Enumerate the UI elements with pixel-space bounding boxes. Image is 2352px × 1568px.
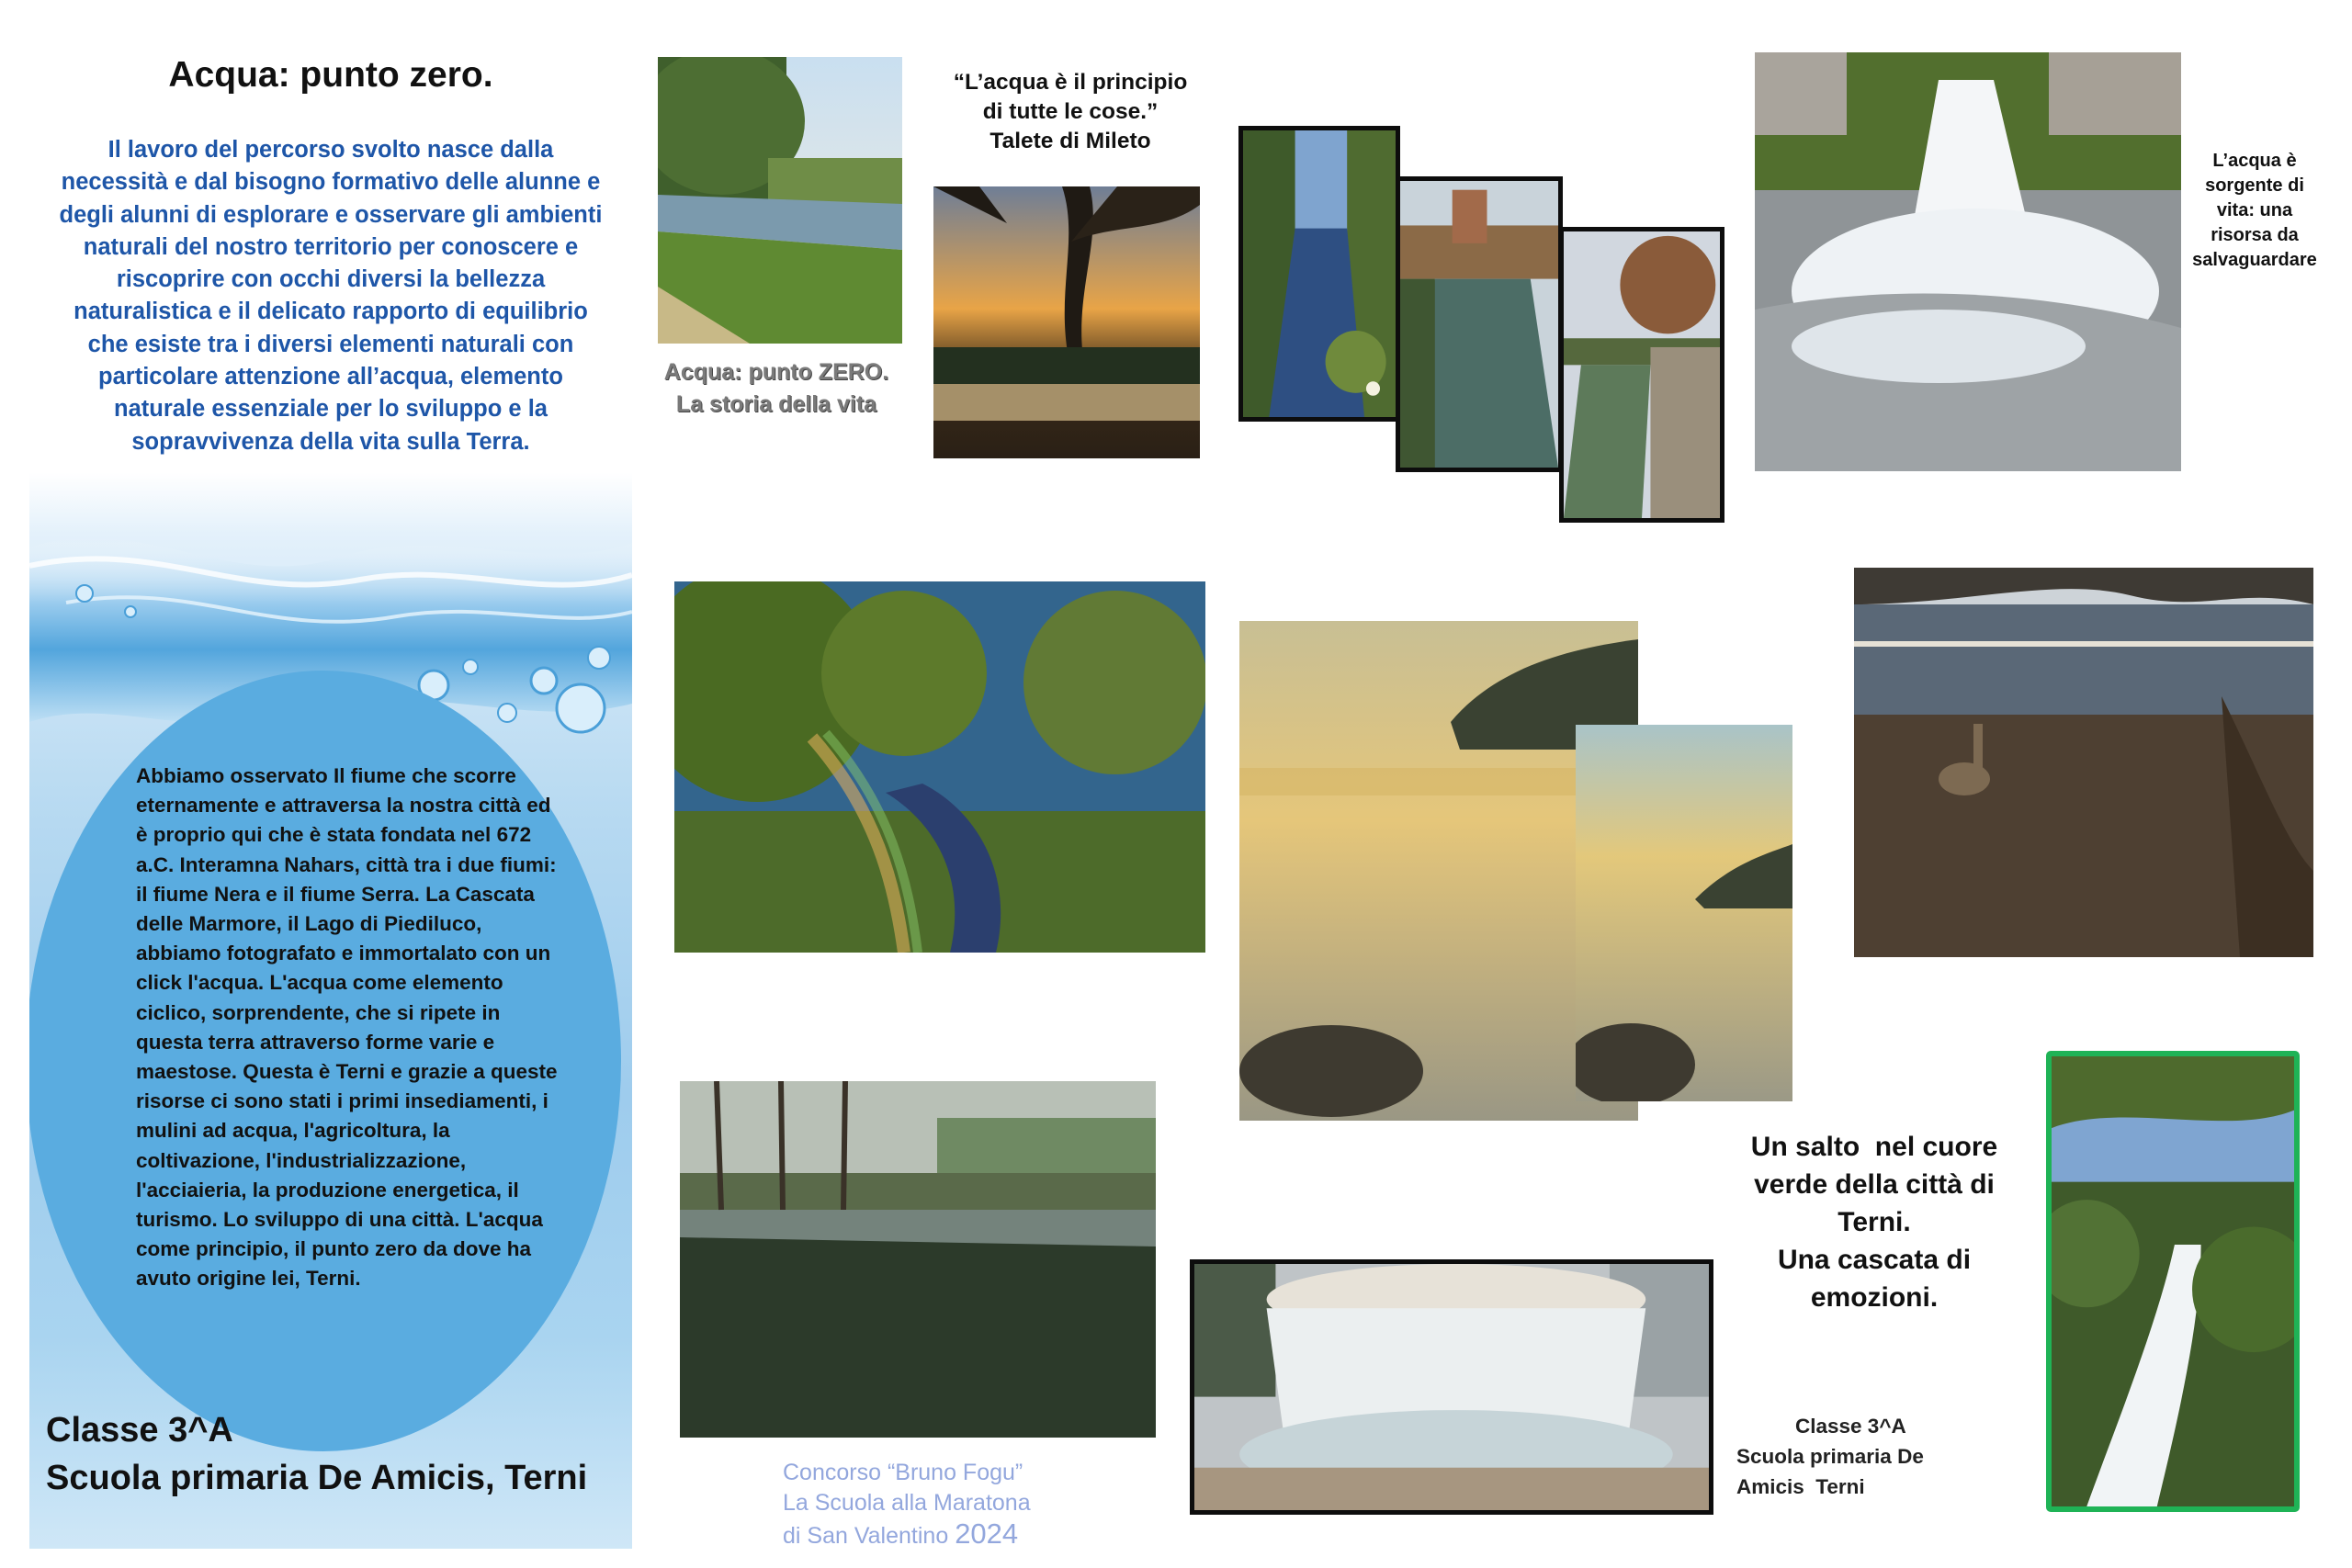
left-panel [29, 33, 632, 1549]
class-small-line-1: Classe 3^A [1795, 1415, 1906, 1438]
park-pond-photo [680, 1081, 1156, 1438]
marmore-waterfall-photo [2046, 1051, 2300, 1512]
cascade-line-4: Una cascata di [1777, 1245, 1972, 1275]
contest-year: 2024 [955, 1517, 1019, 1550]
class-small-label [1736, 1411, 2012, 1502]
contest-label [783, 1458, 1095, 1551]
cascade-line-5: emozioni. [1810, 1282, 1939, 1313]
photo-caption-line-1: Acqua: punto ZERO. [663, 359, 889, 385]
side-text-line-2: sorgente di [2205, 175, 2304, 196]
page-title: Acqua: punto zero. [168, 55, 493, 95]
cascade-line-3: Terni. [1838, 1207, 1911, 1237]
class-small-line-2: Scuola primaria De [1736, 1445, 1924, 1468]
side-text-line-5: salvaguardare [2192, 250, 2317, 270]
spring-waterfall-photo [1755, 52, 2181, 471]
quote-author: Talete di Mileto [989, 129, 1151, 153]
quote-line-2: di tutte le cose.” [982, 99, 1159, 124]
rainbow-river-photo [674, 581, 1205, 953]
contest-line-2: La Scuola alla Maratona [783, 1490, 1031, 1516]
lake-duck-photo [1854, 568, 2313, 957]
class-small-line-3: Amicis Terni [1736, 1475, 1865, 1498]
side-text-line-3: vita: una [2216, 200, 2293, 220]
school-label: Scuola primaria De Amicis, Terni [46, 1459, 588, 1497]
intro-paragraph: Il lavoro del percorso svolto nasce dalla necessità e dal bisogno formativo delle alunne e degli alunni di esplorare e osservare gli ambienti naturali del nostro territorio per conoscere e riscoprire con occhi diversi la bellezza naturalistica e il delicato rapporto di equilibrio che esiste tra i diversi elementi naturali con particolare attenzione all’acqua, elemento naturale essenziale per lo sviluppo e la sopravvivenza della vita sulla Terra. [59, 137, 603, 455]
sunset-tree-photo [933, 186, 1200, 458]
misty-lake-photo-2 [1576, 725, 1792, 1101]
contest-line-1: Concorso “Bruno Fogu” [783, 1460, 1023, 1485]
cascade-line-1: Un salto nel cuore [1750, 1132, 1998, 1162]
quote-text [923, 68, 1217, 156]
side-text [2172, 149, 2337, 273]
class-label: Classe 3^A [46, 1411, 233, 1450]
fountain-photo [1190, 1259, 1713, 1515]
photo-caption-line-2: La storia della vita [675, 391, 877, 417]
cascade-text [1727, 1128, 2021, 1316]
side-text-line-1: L’acqua è [2212, 151, 2297, 171]
observation-paragraph: Abbiamo osservato Il fiume che scorre eternamente e attraversa la nostra città ed è proprio qui che è stata fondata nel 672 a.C. Interamna Nahars, città tra i due fiumi: il fiume Nera e il fiume Serra. La Cascata delle Marmore, il Lago di Piediluco, abbiamo fotografato e immortalato con un click l'acqua. L'acqua come elemento ciclico, sorprendente, che si ripete in questa terra attraverso forme varie e maestose. Questa è Terni e grazie a queste risorse ci sono stati i primi insediamenti, i mulini ad acqua, l'agricoltura, la coltivazione, l'industrializzazione, l'acciaieria, la produzione energetica, il turismo. Lo sviluppo di una città. L'acqua come principio, il punto zero da dove ha avuto origine lei, Terni. [136, 764, 558, 1291]
contest-line-3: di San Valentino [783, 1523, 949, 1549]
canal-photo-2 [1396, 176, 1563, 472]
canal-photo-1 [1238, 126, 1400, 422]
river-trees-photo [658, 57, 902, 344]
canal-photo-3 [1559, 227, 1724, 523]
side-text-line-4: risorsa da [2211, 225, 2299, 245]
cascade-line-2: verde della città di [1754, 1169, 1995, 1200]
photo-caption [643, 356, 910, 421]
quote-line-1: “L’acqua è il principio [953, 70, 1188, 95]
